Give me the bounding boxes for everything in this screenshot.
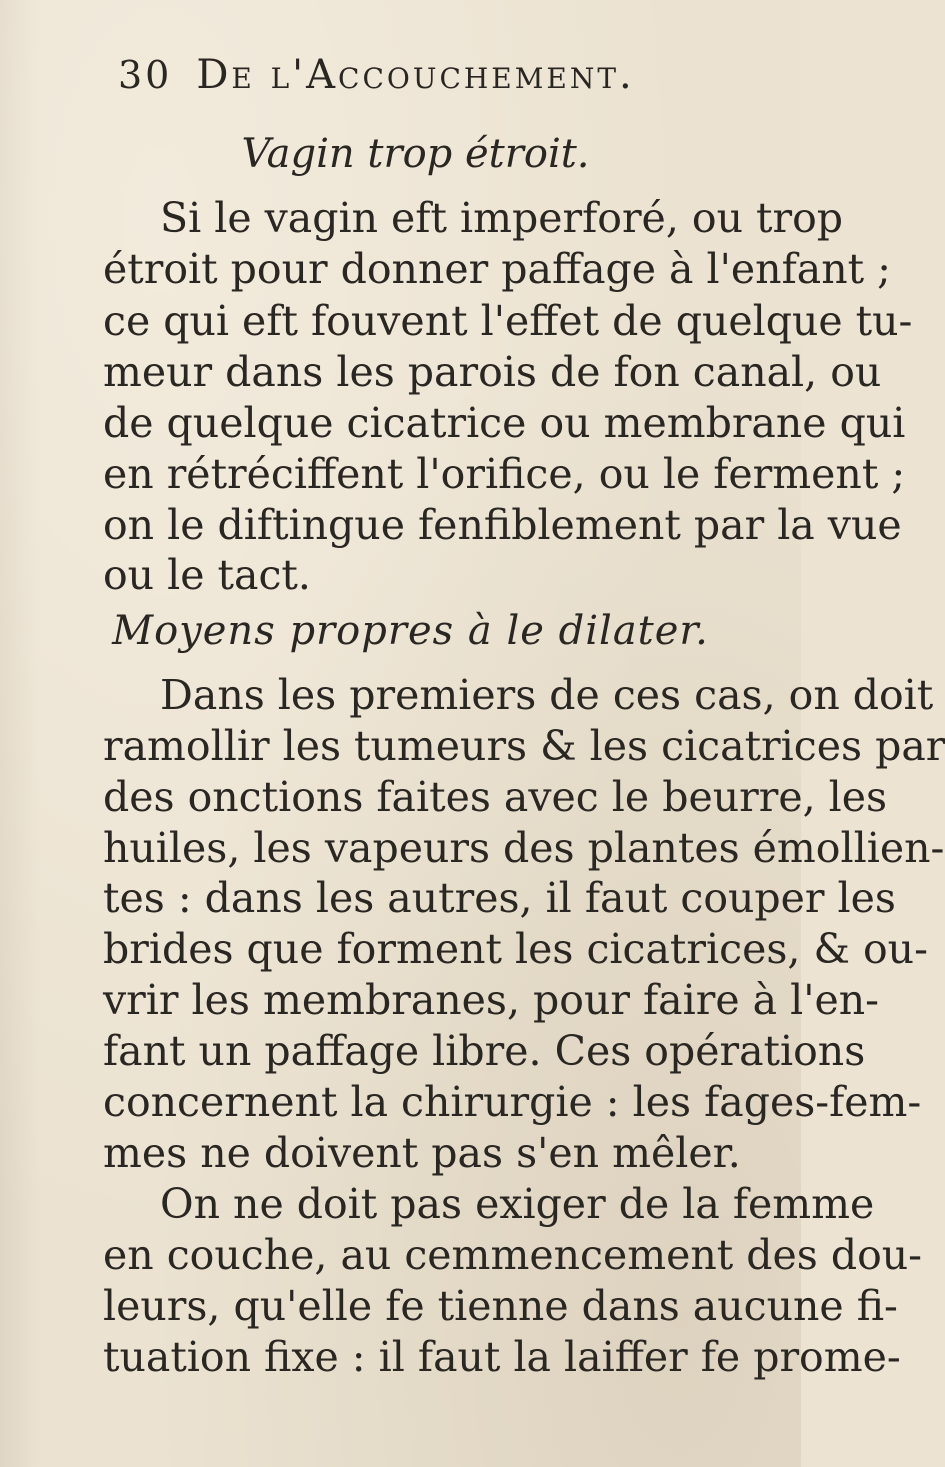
paragraph-line: ramollir les tumeurs & les cicatrices par <box>103 722 945 770</box>
paragraph-line: leurs, qu'elle fe tienne dans aucune fi- <box>103 1282 898 1330</box>
paragraph-line: brides que forment les cicatrices, & ou- <box>103 925 928 973</box>
paragraph-line: étroit pour donner paffage à l'enfant ; <box>103 245 891 293</box>
section-title-vagin: Vagin trop étroit. <box>241 131 590 177</box>
paragraph-line: fant un paffage libre. Ces opérations <box>103 1027 866 1075</box>
paragraph-line: des onctions faites avec le beurre, les <box>103 773 888 821</box>
page-number: 30 <box>118 53 173 97</box>
paragraph-line: ou le tact. <box>103 551 311 599</box>
paragraph-line: tuation fixe : il faut la laiffer fe prome- <box>103 1333 901 1381</box>
paragraph-line: ce qui eft fouvent l'effet de quelque tu- <box>103 297 913 345</box>
paragraph-line: de quelque cicatrice ou membrane qui <box>103 399 906 447</box>
paragraph-line: on le diftingue fenfiblement par la vue <box>103 501 902 549</box>
paragraph-line: vrir les membranes, pour faire à l'en- <box>103 976 880 1024</box>
paragraph-line: mes ne doivent pas s'en mêler. <box>103 1129 741 1177</box>
paragraph-line: en couche, au cemmencement des dou- <box>103 1231 923 1279</box>
paragraph-line: meur dans les parois de fon canal, ou <box>103 348 882 396</box>
running-title: De l'Accouchement. <box>196 52 635 98</box>
paragraph-line: tes : dans les autres, il faut couper les <box>103 874 896 922</box>
section-title-moyens: Moyens propres à le dilater. <box>112 608 709 654</box>
paragraph-line: concernent la chirurgie : les fages-fem- <box>103 1078 922 1126</box>
paragraph-line: huiles, les vapeurs des plantes émollien- <box>103 824 945 872</box>
paragraph-line: Si le vagin eft imperforé, ou trop <box>160 194 844 242</box>
running-head <box>118 52 635 98</box>
paragraph-line: en rétréciffent l'orifice, ou le ferment ; <box>103 450 906 498</box>
paragraph-line: Dans les premiers de ces cas, on doit <box>160 671 934 719</box>
paragraph-line: On ne doit pas exiger de la femme <box>160 1180 875 1228</box>
